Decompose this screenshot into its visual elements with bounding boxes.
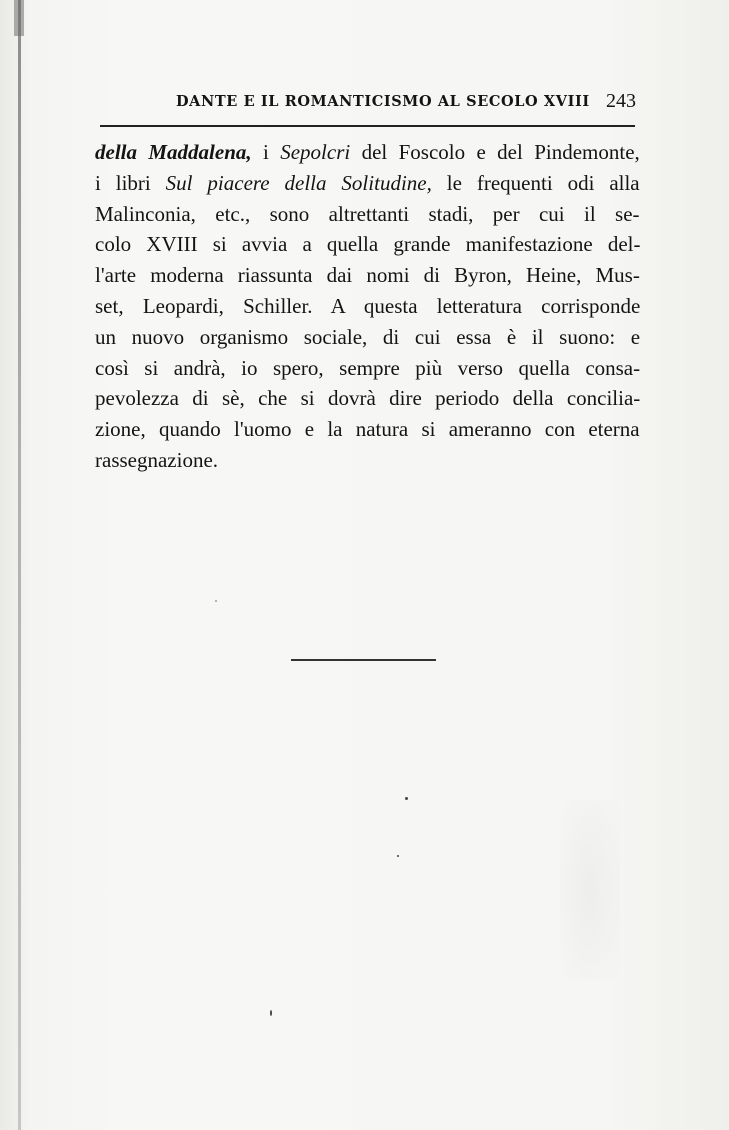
text-line xyxy=(95,414,640,445)
line-text: zione, quando l'uomo e la natura si ameranno con eterna xyxy=(95,417,640,442)
text-line xyxy=(95,383,640,414)
text-line xyxy=(95,353,640,384)
body-paragraph xyxy=(95,137,640,476)
line-text: colo XVIII si avvia a quella grande manifestazione del- xyxy=(95,232,641,257)
line-fragment: le frequenti odi alla xyxy=(446,170,640,195)
ink-speck xyxy=(215,600,217,602)
line-text: set, Leopardi, Schiller. A questa letteratura corrisponde xyxy=(95,293,641,318)
binding-edge xyxy=(18,0,21,1130)
text-line xyxy=(95,291,640,322)
text-line xyxy=(95,137,640,168)
emphasis-title: Sepolcri xyxy=(280,140,351,164)
line-fragment: i xyxy=(263,140,269,164)
line-fragment: i libri xyxy=(95,170,151,195)
line-text: un nuovo organismo sociale, di cui essa è il suono: e xyxy=(95,324,641,349)
ink-speck xyxy=(270,1010,272,1016)
show-through-shadow xyxy=(560,800,620,980)
ink-speck xyxy=(397,855,399,857)
running-head xyxy=(100,90,638,117)
text-line xyxy=(95,260,640,291)
ink-speck xyxy=(405,797,408,800)
line-text: Malinconia, etc., sono altrettanti stadi, per cui il se- xyxy=(95,201,640,226)
line-text: pevolezza di sè, che si dovrà dire periodo della concilia- xyxy=(95,386,641,411)
section-end-rule xyxy=(291,659,436,661)
text-line xyxy=(95,168,640,199)
text-line xyxy=(95,445,640,476)
text-line xyxy=(95,322,640,353)
text-line xyxy=(95,229,640,260)
emphasis-title: Sul piacere della Solitudine, xyxy=(165,170,432,195)
text-line xyxy=(95,199,640,230)
line-text: l'arte moderna riassunta dai nomi di Byron, Heine, Mus- xyxy=(95,263,640,288)
emphasis-title: della Maddalena, xyxy=(95,140,252,164)
line-text: così si andrà, io spero, sempre più verso quella consa- xyxy=(95,355,641,380)
line-text: rassegnazione. xyxy=(95,447,219,472)
page-number: 243 xyxy=(606,90,636,112)
running-title: DANTE E IL ROMANTICISMO AL SECOLO XVIII xyxy=(176,93,590,110)
line-fragment: del Foscolo e del Pindemonte, xyxy=(361,140,640,164)
header-rule xyxy=(100,125,635,127)
